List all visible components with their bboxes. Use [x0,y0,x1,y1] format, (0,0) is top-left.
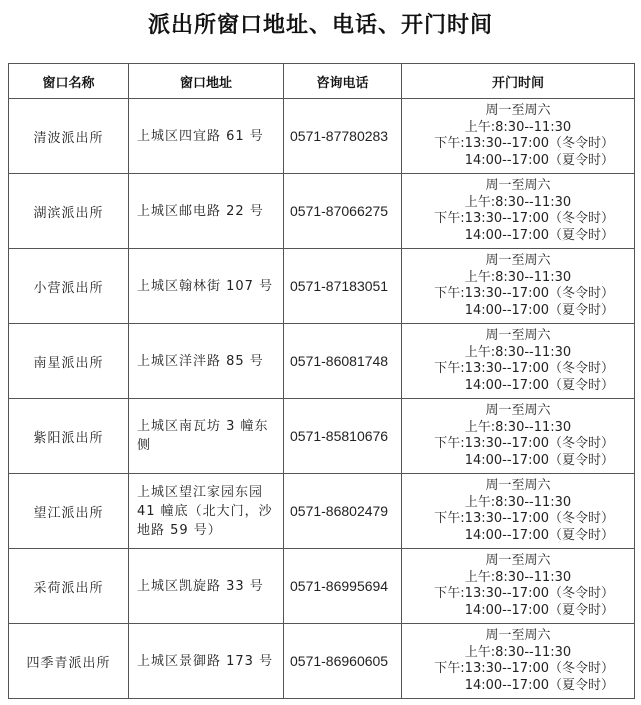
hours-afternoon-winter: 下午:13:30--17:00（冬令时） [434,586,614,601]
station-hours [402,399,635,474]
hours-days: 周一至周六 [485,478,551,493]
header-name: 窗口名称 [9,64,129,99]
station-phone: 0571-85810676 [284,399,402,474]
hours-morning: 上午:8:30--11:30 [464,194,572,210]
hours-afternoon-winter: 下午:13:30--17:00（冬令时） [434,511,614,526]
hours-afternoon-winter: 下午:13:30--17:00（冬令时） [434,211,614,226]
hours-days: 周一至周六 [485,553,551,568]
station-phone: 0571-87066275 [284,174,402,249]
station-phone: 0571-86960605 [284,624,402,699]
station-phone: 0571-86081748 [284,324,402,399]
police-station-table [8,63,635,699]
header-hours: 开门时间 [402,64,635,99]
station-address: 上城区南瓦坊 3 幢东侧 [129,399,284,474]
station-address: 上城区景御路 173 号 [129,624,284,699]
hours-afternoon-summer: 14:00--17:00（夏令时） [464,152,614,168]
table-row [9,174,635,249]
station-name: 紫阳派出所 [9,399,129,474]
station-phone: 0571-87780283 [284,99,402,174]
hours-days: 周一至周六 [485,253,551,268]
station-phone: 0571-86995694 [284,549,402,624]
hours-days: 周一至周六 [485,403,551,418]
hours-afternoon-summer: 14:00--17:00（夏令时） [464,527,614,543]
hours-afternoon-summer: 14:00--17:00（夏令时） [464,302,614,318]
station-hours [402,474,635,549]
station-name: 采荷派出所 [9,549,129,624]
station-hours [402,99,635,174]
station-hours [402,324,635,399]
hours-afternoon-winter: 下午:13:30--17:00（冬令时） [434,286,614,301]
hours-afternoon-summer: 14:00--17:00（夏令时） [464,377,614,393]
hours-days: 周一至周六 [485,628,551,643]
station-address: 上城区翰林街 107 号 [129,249,284,324]
hours-morning: 上午:8:30--11:30 [464,419,572,435]
station-address: 上城区望江家园东园 41 幢底（北大门，沙地路 59 号） [129,474,284,549]
hours-afternoon-summer: 14:00--17:00（夏令时） [464,452,614,468]
station-address: 上城区邮电路 22 号 [129,174,284,249]
hours-afternoon-summer: 14:00--17:00（夏令时） [464,677,614,693]
station-hours [402,624,635,699]
table-row [9,249,635,324]
hours-morning: 上午:8:30--11:30 [464,269,572,285]
hours-afternoon-summer: 14:00--17:00（夏令时） [464,227,614,243]
hours-days: 周一至周六 [485,328,551,343]
hours-days: 周一至周六 [485,103,551,118]
header-address: 窗口地址 [129,64,284,99]
station-name: 湖滨派出所 [9,174,129,249]
hours-afternoon-winter: 下午:13:30--17:00（冬令时） [434,361,614,376]
station-name: 小营派出所 [9,249,129,324]
station-phone: 0571-87183051 [284,249,402,324]
station-name: 四季青派出所 [9,624,129,699]
hours-morning: 上午:8:30--11:30 [464,569,572,585]
hours-afternoon-winter: 下午:13:30--17:00（冬令时） [434,136,614,151]
table-row [9,474,635,549]
hours-days: 周一至周六 [485,178,551,193]
header-phone: 咨询电话 [284,64,402,99]
hours-afternoon-winter: 下午:13:30--17:00（冬令时） [434,661,614,676]
station-address: 上城区四宜路 61 号 [129,99,284,174]
station-address: 上城区洋泮路 85 号 [129,324,284,399]
table-row [9,549,635,624]
hours-morning: 上午:8:30--11:30 [464,119,572,135]
station-hours [402,249,635,324]
page-title: 派出所窗口地址、电话、开门时间 [147,12,493,38]
table-header-row [9,64,635,99]
station-hours [402,549,635,624]
table-row [9,624,635,699]
table-row [9,99,635,174]
hours-morning: 上午:8:30--11:30 [464,494,572,510]
station-name: 清波派出所 [9,99,129,174]
station-hours [402,174,635,249]
station-address: 上城区凯旋路 33 号 [129,549,284,624]
station-name: 南星派出所 [9,324,129,399]
table-row [9,324,635,399]
hours-afternoon-summer: 14:00--17:00（夏令时） [464,602,614,618]
hours-morning: 上午:8:30--11:30 [464,644,572,660]
station-phone: 0571-86802479 [284,474,402,549]
table-row [9,399,635,474]
station-name: 望江派出所 [9,474,129,549]
hours-afternoon-winter: 下午:13:30--17:00（冬令时） [434,436,614,451]
hours-morning: 上午:8:30--11:30 [464,344,572,360]
